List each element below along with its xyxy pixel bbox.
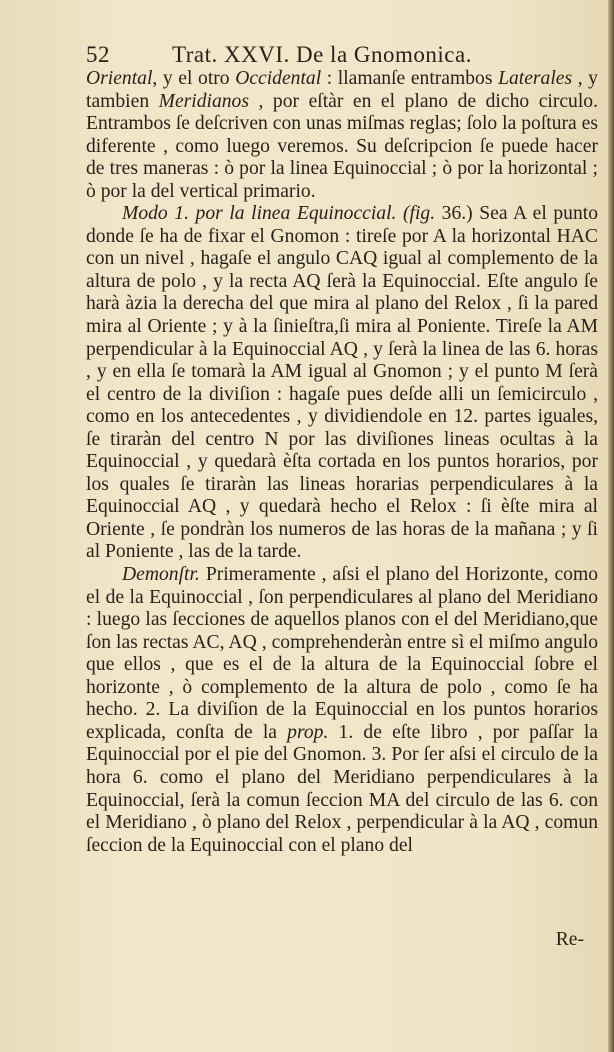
italic-heading: Modo 1. por la linea Equinoccial. (fig. xyxy=(122,203,436,225)
italic-word: prop. xyxy=(287,721,329,743)
text-run: , y tambien xyxy=(86,68,598,112)
paragraph-3 xyxy=(86,564,598,857)
text-run: 36.) Sea A el punto donde ſe ha de fixar el Gnomon : tireſe por A la horizontal HAC con un nivel , hagaſe el angulo CAQ igual al complemento de la altura de polo , y la recta AQ ſerà la Equinoccial. Eſte angulo ſe harà àzia la derecha del que mira al plano del Relox , ſi la pared mira al Oriente ; y à la ſinieſtra,ſi mira al Poniente. Tireſe la AM perpendicular à la Equinoccial AQ , y ſerà la linea de las 6. horas , y en ella ſe tomarà la AM igual al Gnomon ; y el punto M ſerà el centro de la diviſion : hagaſe pues deſde alli un ſemicirculo , como en los antecedentes , y dividiendole en 12. partes iguales, ſe tiraràn del centro N por las diviſiones lineas ocultas à la Equinoccial , y quedarà èſta cortada en los puntos horarios, por los quales ſe tiraràn las lineas horarias perpendiculares à la Equinoccial AQ , y quedarà hecho el Relox : ſi èſte mira al Oriente , ſe pondràn los numeros de las horas de la mañana ; y ſi al Poniente , las de la tarde. xyxy=(86,203,598,563)
text-run: , y el otro xyxy=(152,68,236,89)
paragraph-1 xyxy=(86,68,598,203)
running-title: Trat. XXVI. De la Gnomonica. xyxy=(172,42,472,67)
text-run: : llamanſe entrambos xyxy=(321,68,499,89)
page-number: 52 xyxy=(86,42,110,67)
italic-word: Meridianos xyxy=(158,90,249,112)
italic-word: Laterales xyxy=(498,68,573,89)
italic-word: Oriental xyxy=(86,68,153,89)
body-text xyxy=(86,68,598,857)
page-edge-shadow xyxy=(608,0,614,1052)
text-run: 1. de eſte libro , por paſſar la Equinoccial por el pie del Gnomon. 3. Por ſer aſsi el circulo de la hora 6. como el plano del Meridiano perpendiculares à la Equinoccial, ſerà la comun ſeccion MA del circulo de las 6. con el Meridiano , ò plano del Relox , perpendicular à la AQ , comun ſeccion de la Equinoccial con el plano del xyxy=(86,721,598,856)
text-run: Primeramente , aſsi el plano del Horizonte, como el de la Equinoccial , ſon perpendiculares al plano del Meridiano : luego las ſecciones de aquellos planos con el del Meridiano,que ſon las rectas AC, AQ , comprehenderàn entre sì el miſmo angulo que ellos , que es el de la altura de la Equinoccial ſobre el horizonte , ò complemento de la altura de polo , como ſe ha hecho. 2. La diviſion de la Equinoccial en los puntos horarios explicada, conſta de la xyxy=(86,564,598,743)
paragraph-2 xyxy=(86,203,598,564)
catchword: Re- xyxy=(555,929,584,950)
italic-word: Occidental xyxy=(235,68,322,89)
text-run: , por eſtàr en el plano de dicho circulo. Entrambos ſe deſcriven con unas miſmas reglas; ſolo la poſtura es diferente , como luego veremos. Su deſcripcion ſe puede hacer de tres maneras : ò por la linea Equinoccial ; ò por la horizontal ; ò por la del vertical primario. xyxy=(86,90,598,202)
italic-heading: Demonſtr. xyxy=(122,564,200,586)
